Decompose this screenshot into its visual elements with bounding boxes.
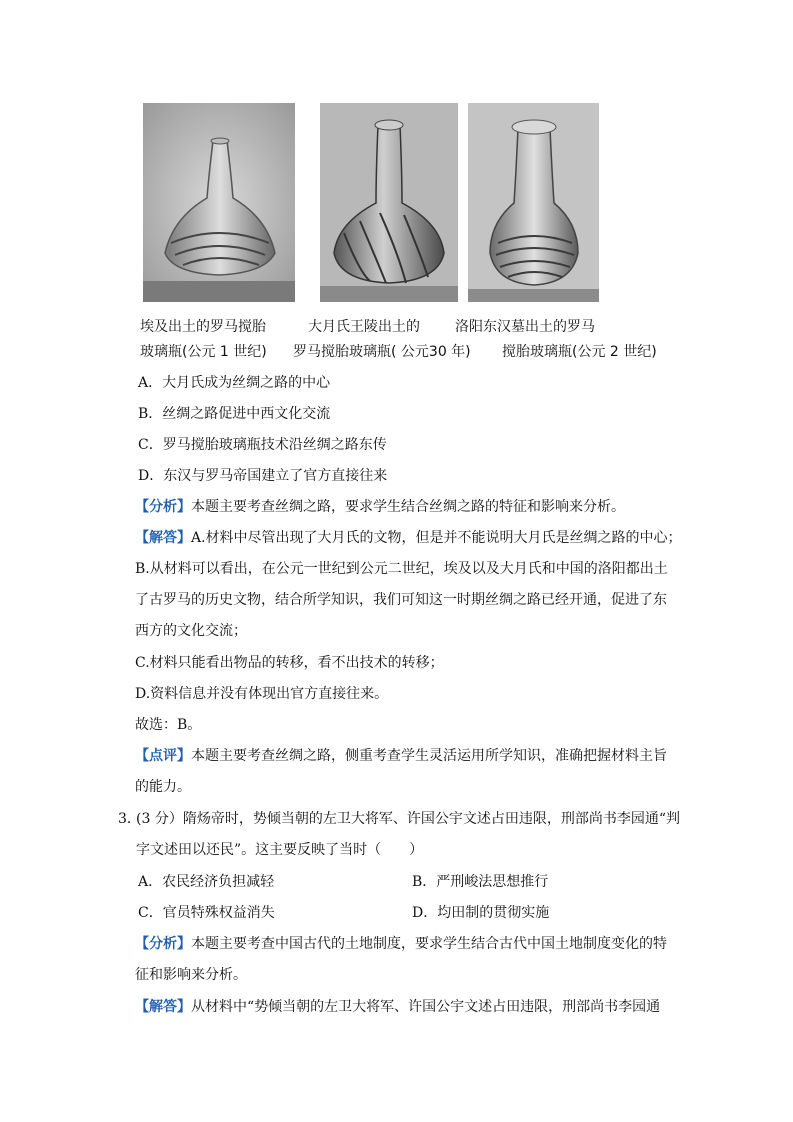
q2-answer-line-1 xyxy=(135,529,682,547)
q2-option-b: B．丝绸之路促进中西文化交流 xyxy=(138,406,331,422)
q2-option-c: C．罗马搅胎玻璃瓶技术沿丝绸之路东传 xyxy=(138,437,387,453)
caption-photo-1-line-2: 玻璃瓶(公元 1 世纪) xyxy=(140,344,267,360)
glass-bottle-image xyxy=(143,103,295,302)
q3-analysis-line-1 xyxy=(135,935,667,953)
glass-bottle-image xyxy=(468,103,599,302)
answer-text: 从材料中“势倾当朝的左卫大将军、许国公宇文述占田违限，刑部尚书李园通 xyxy=(191,999,661,1015)
analysis-text: 本题主要考查丝绸之路，要求学生结合丝绸之路的特征和影响来分析。 xyxy=(191,499,625,515)
q3-stem-line-2: 字文述田以还民”。这主要反映了当时（ ） xyxy=(136,842,424,858)
comment-text: 本题主要考查丝绸之路，侧重考查学生灵活运用所学知识，准确把握材料主旨 xyxy=(191,748,667,764)
answer-text: A.材料中尽管出现了大月氏的文物，但是并不能说明大月氏是丝绸之路的中心； xyxy=(191,530,682,546)
answer-tag: 【解答】 xyxy=(135,999,191,1015)
q2-analysis xyxy=(135,498,625,516)
q2-answer-line-4: 西方的文化交流； xyxy=(135,623,247,639)
analysis-tag: 【分析】 xyxy=(135,499,191,515)
q3-number: 3． xyxy=(118,811,141,827)
comment-tag: 【点评】 xyxy=(135,748,191,764)
q2-option-a: A．大月氏成为丝绸之路的中心 xyxy=(138,375,331,391)
q2-option-d: D．东汉与罗马帝国建立了官方直接往来 xyxy=(138,468,388,484)
photo-egypt-glass-bottle xyxy=(143,103,295,302)
q3-answer-line-1 xyxy=(135,998,660,1016)
caption-photo-1-line-1: 埃及出土的罗马搅胎 xyxy=(140,319,266,335)
glass-bottle-image xyxy=(320,103,458,302)
answer-tag: 【解答】 xyxy=(135,530,191,546)
q2-comment-line-2: 的能力。 xyxy=(135,779,191,795)
q3-stem-line-1: (3 分）隋炀帝时，势倾当朝的左卫大将军、许国公宇文述占田违限，刑部尚书李园通“判 xyxy=(136,811,680,827)
photo-luoyang-glass-bottle xyxy=(468,103,599,302)
q3-option-a: A．农民经济负担减轻 xyxy=(138,874,275,890)
q3-option-c: C．官员特殊权益消失 xyxy=(138,905,275,921)
q2-answer-line-3: 了古罗马的历史文物，结合所学知识，我们可知这一时期丝绸之路已经开通，促进了东 xyxy=(135,592,667,608)
q2-comment-line-1 xyxy=(135,747,667,765)
q2-answer-line-2: B.从材料可以看出，在公元一世纪到公元二世纪，埃及以及大月氏和中国的洛阳都出土 xyxy=(135,561,668,577)
caption-photo-2-line-2: 罗马搅胎玻璃瓶( 公元30 年) xyxy=(293,344,471,360)
caption-photo-3-line-2: 搅胎玻璃瓶(公元 2 世纪) xyxy=(502,344,657,360)
q3-option-b: B．严刑峻法思想推行 xyxy=(412,874,549,890)
q2-answer-line-6: D.资料信息并没有体现出官方直接往来。 xyxy=(135,686,389,702)
analysis-text: 本题主要考查中国古代的土地制度，要求学生结合古代中国土地制度变化的特 xyxy=(191,936,667,952)
photo-dayuezhi-glass-bottle xyxy=(320,103,458,302)
q2-choice: 故选：B。 xyxy=(135,717,202,733)
caption-photo-2-line-1: 大月氏王陵出土的 xyxy=(308,319,420,335)
q2-answer-line-5: C.材料只能看出物品的转移，看不出技术的转移； xyxy=(135,655,444,671)
analysis-tag: 【分析】 xyxy=(135,936,191,952)
caption-photo-3-line-1: 洛阳东汉墓出土的罗马 xyxy=(455,319,595,335)
q3-analysis-line-2: 征和影响来分析。 xyxy=(135,967,247,983)
q3-option-d: D．均田制的贯彻实施 xyxy=(412,905,550,921)
